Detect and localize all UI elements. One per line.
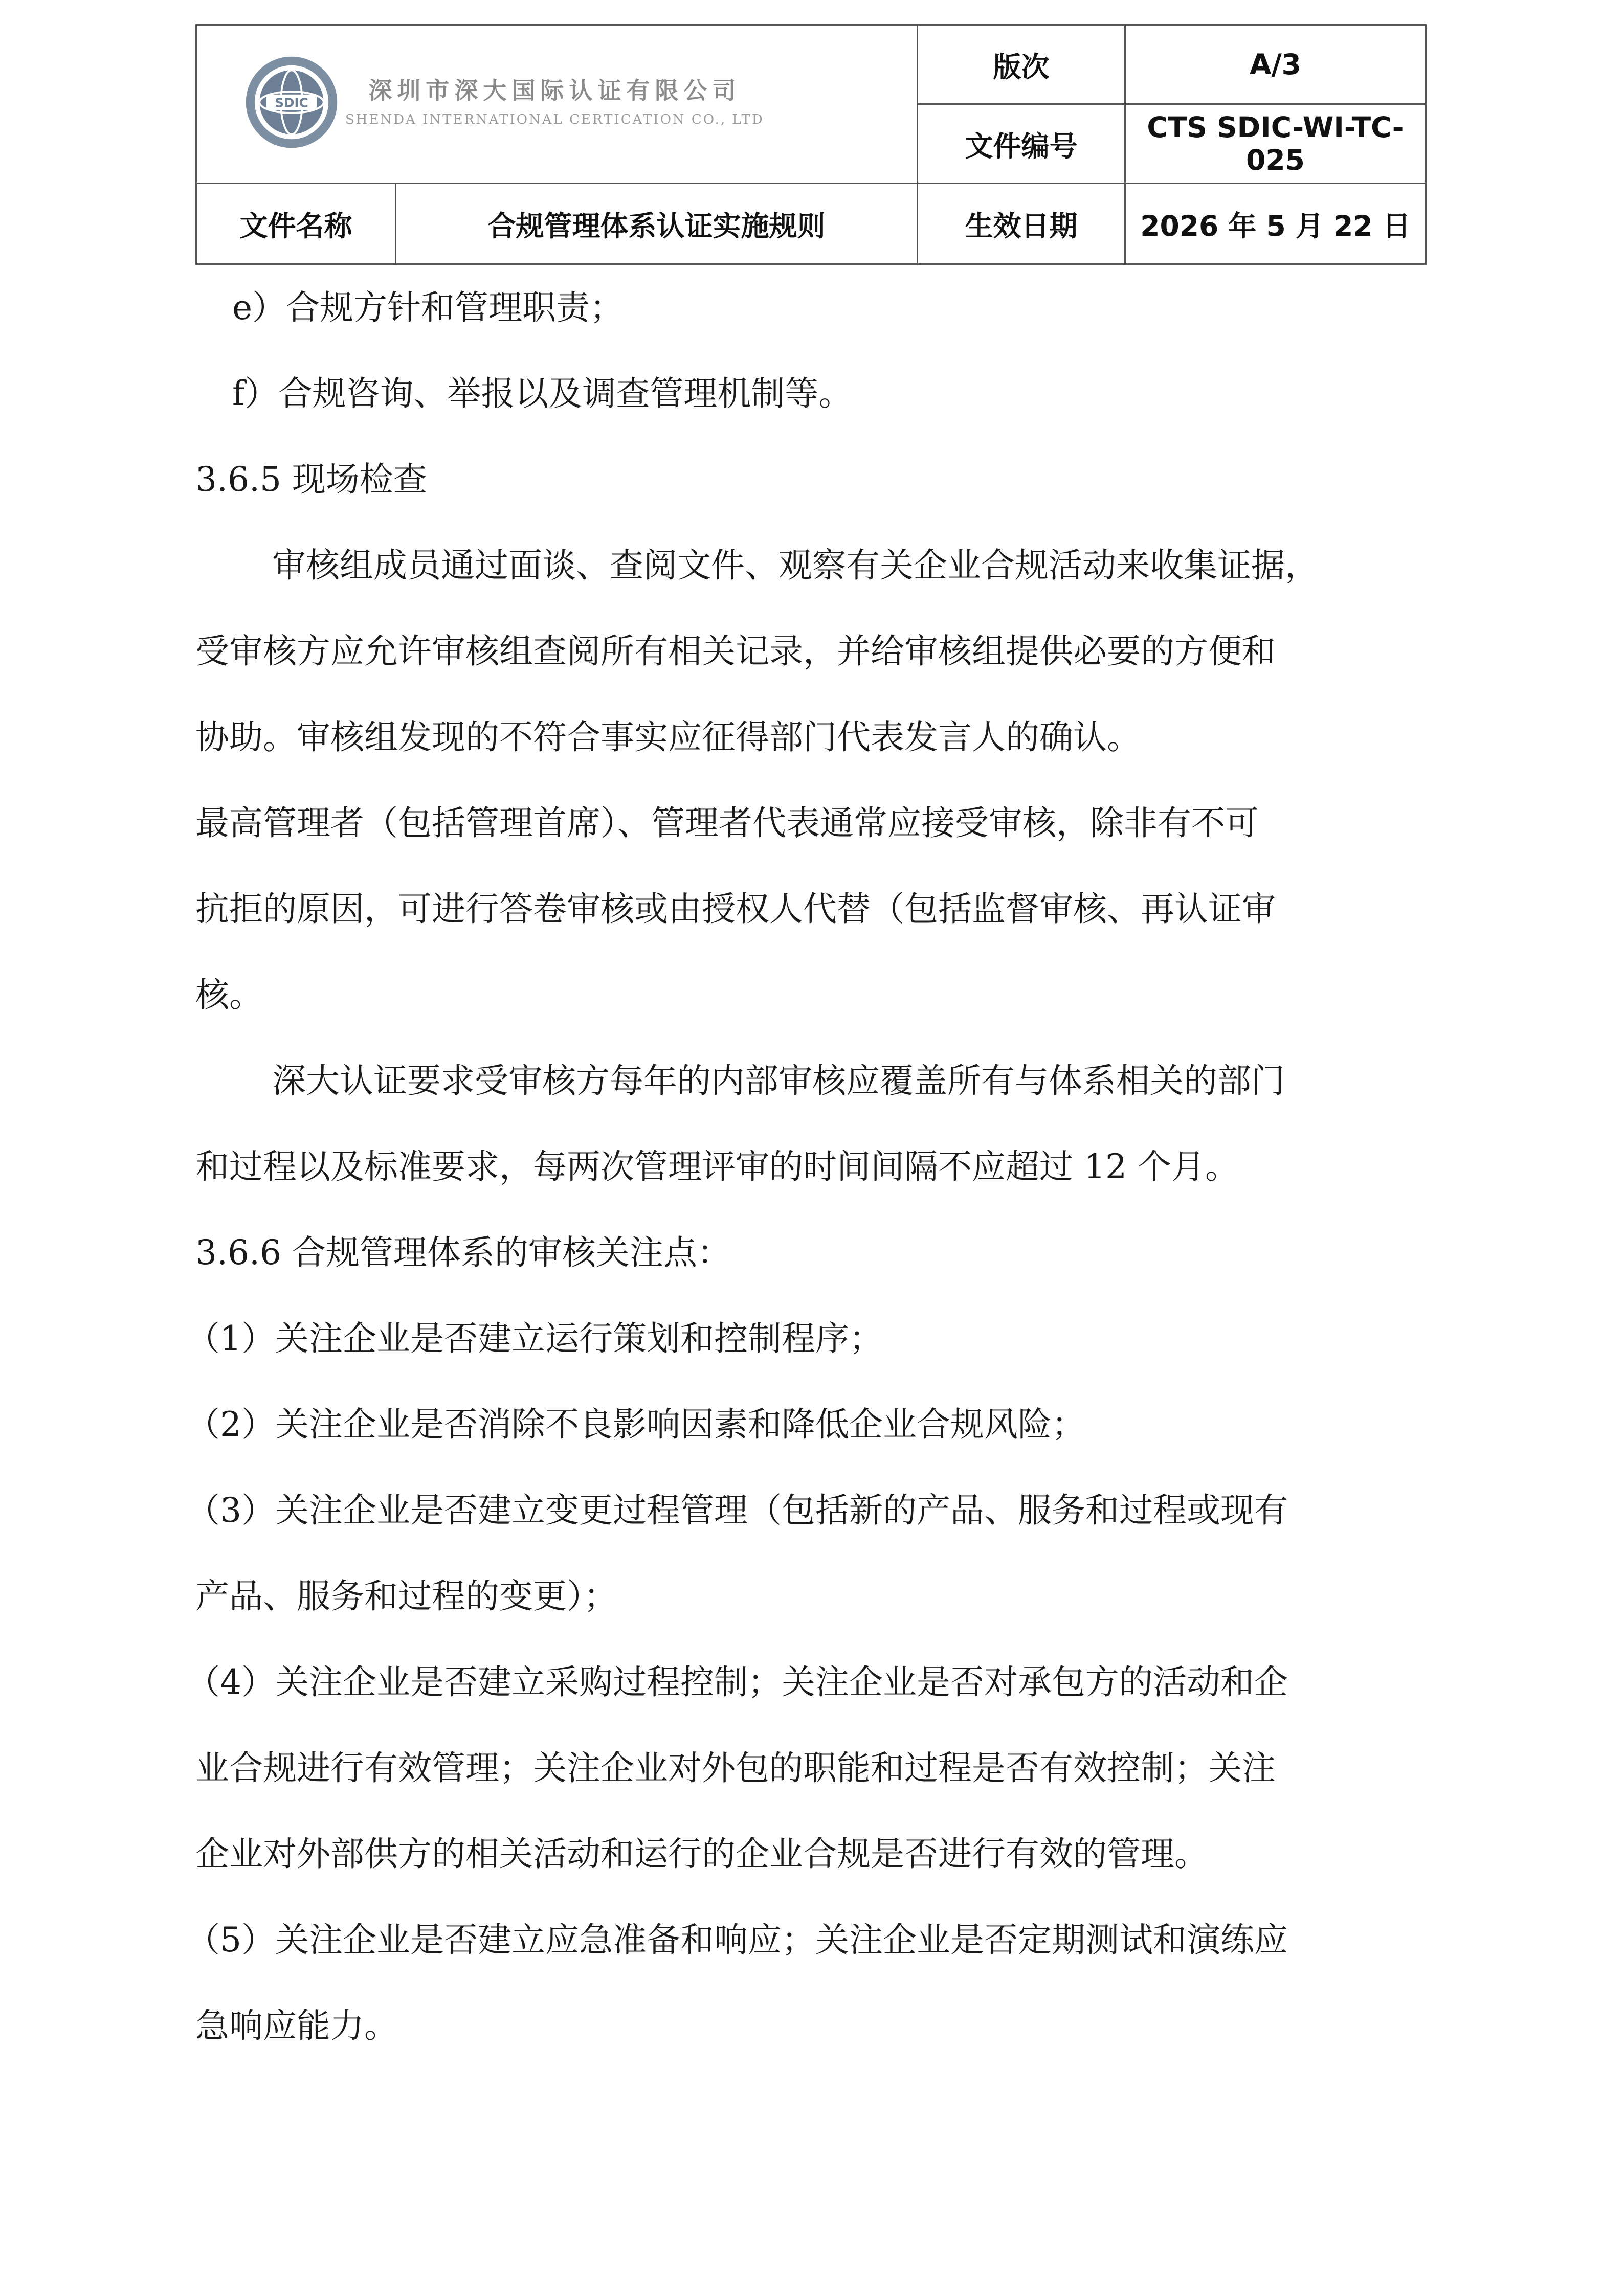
effective-date-label: 生效日期 <box>918 184 1125 264</box>
paragraph-line: 深大认证要求受审核方每年的内部审核应覆盖所有与体系相关的部门 <box>272 1061 1285 1100</box>
paragraph-line: 核。 <box>195 975 263 1015</box>
sdic-seal-icon <box>243 54 340 151</box>
version-value: A/3 <box>1125 25 1426 104</box>
list-item-continuation: 企业对外部供方的相关活动和运行的企业合规是否进行有效的管理。 <box>195 1834 1208 1874</box>
company-logo-cell <box>196 25 918 184</box>
list-item: e）合规方针和管理职责； <box>232 288 624 327</box>
list-item: （1）关注企业是否建立运行策划和控制程序； <box>186 1319 883 1358</box>
paragraph-line: 和过程以及标准要求，每两次管理评审的时间间隔不应超过 12 个月。 <box>195 1147 1239 1186</box>
list-item-continuation: 急响应能力。 <box>195 2006 398 2045</box>
document-body <box>186 265 1443 2069</box>
company-name-en: SHENDA INTERNATIONAL CERTICATION CO., LTD <box>345 112 764 127</box>
list-item: （3）关注企业是否建立变更过程管理（包括新的产品、服务和过程或现有 <box>186 1491 1288 1530</box>
effective-date-value: 2026 年 5 月 22 日 <box>1125 184 1426 264</box>
doc-name-label: 文件名称 <box>196 184 396 264</box>
svg-text:SDIC: SDIC <box>275 95 308 110</box>
doc-no-label: 文件编号 <box>918 104 1125 184</box>
paragraph-line: 抗拒的原因，可进行答卷审核或由授权人代替（包括监督审核、再认证审 <box>195 889 1276 929</box>
section-heading: 3.6.6 合规管理体系的审核关注点： <box>195 1233 731 1272</box>
paragraph-line: 受审核方应允许审核组查阅所有相关记录，并给审核组提供必要的方便和 <box>195 632 1276 671</box>
list-item: （2）关注企业是否消除不良影响因素和降低企业合规风险； <box>186 1405 1085 1444</box>
doc-name-value: 合规管理体系认证实施规则 <box>396 184 918 264</box>
section-heading: 3.6.5 现场检查 <box>195 460 427 499</box>
list-item-continuation: 业合规进行有效管理；关注企业对外包的职能和过程是否有效控制；关注 <box>195 1748 1276 1788</box>
list-item: f）合规咨询、举报以及调查管理机制等。 <box>232 374 853 413</box>
list-item: （5）关注企业是否建立应急准备和响应；关注企业是否定期测试和演练应 <box>186 1920 1288 1960</box>
list-item-continuation: 产品、服务和过程的变更）； <box>195 1577 617 1616</box>
paragraph-line: 最高管理者（包括管理首席）、管理者代表通常应接受审核，除非有不可 <box>195 803 1259 843</box>
version-label: 版次 <box>918 25 1125 104</box>
document-header-table <box>195 24 1427 265</box>
list-item: （4）关注企业是否建立采购过程控制；关注企业是否对承包方的活动和企 <box>186 1662 1288 1702</box>
paragraph-line: 审核组成员通过面谈、查阅文件、观察有关企业合规活动来收集证据， <box>272 546 1319 585</box>
company-logo <box>243 54 764 151</box>
paragraph-line: 协助。审核组发现的不符合事实应征得部门代表发言人的确认。 <box>195 717 1141 757</box>
company-name-cn: 深圳市深大国际认证有限公司 <box>368 77 741 104</box>
doc-no-value: CTS SDIC-WI-TC-025 <box>1125 104 1426 184</box>
